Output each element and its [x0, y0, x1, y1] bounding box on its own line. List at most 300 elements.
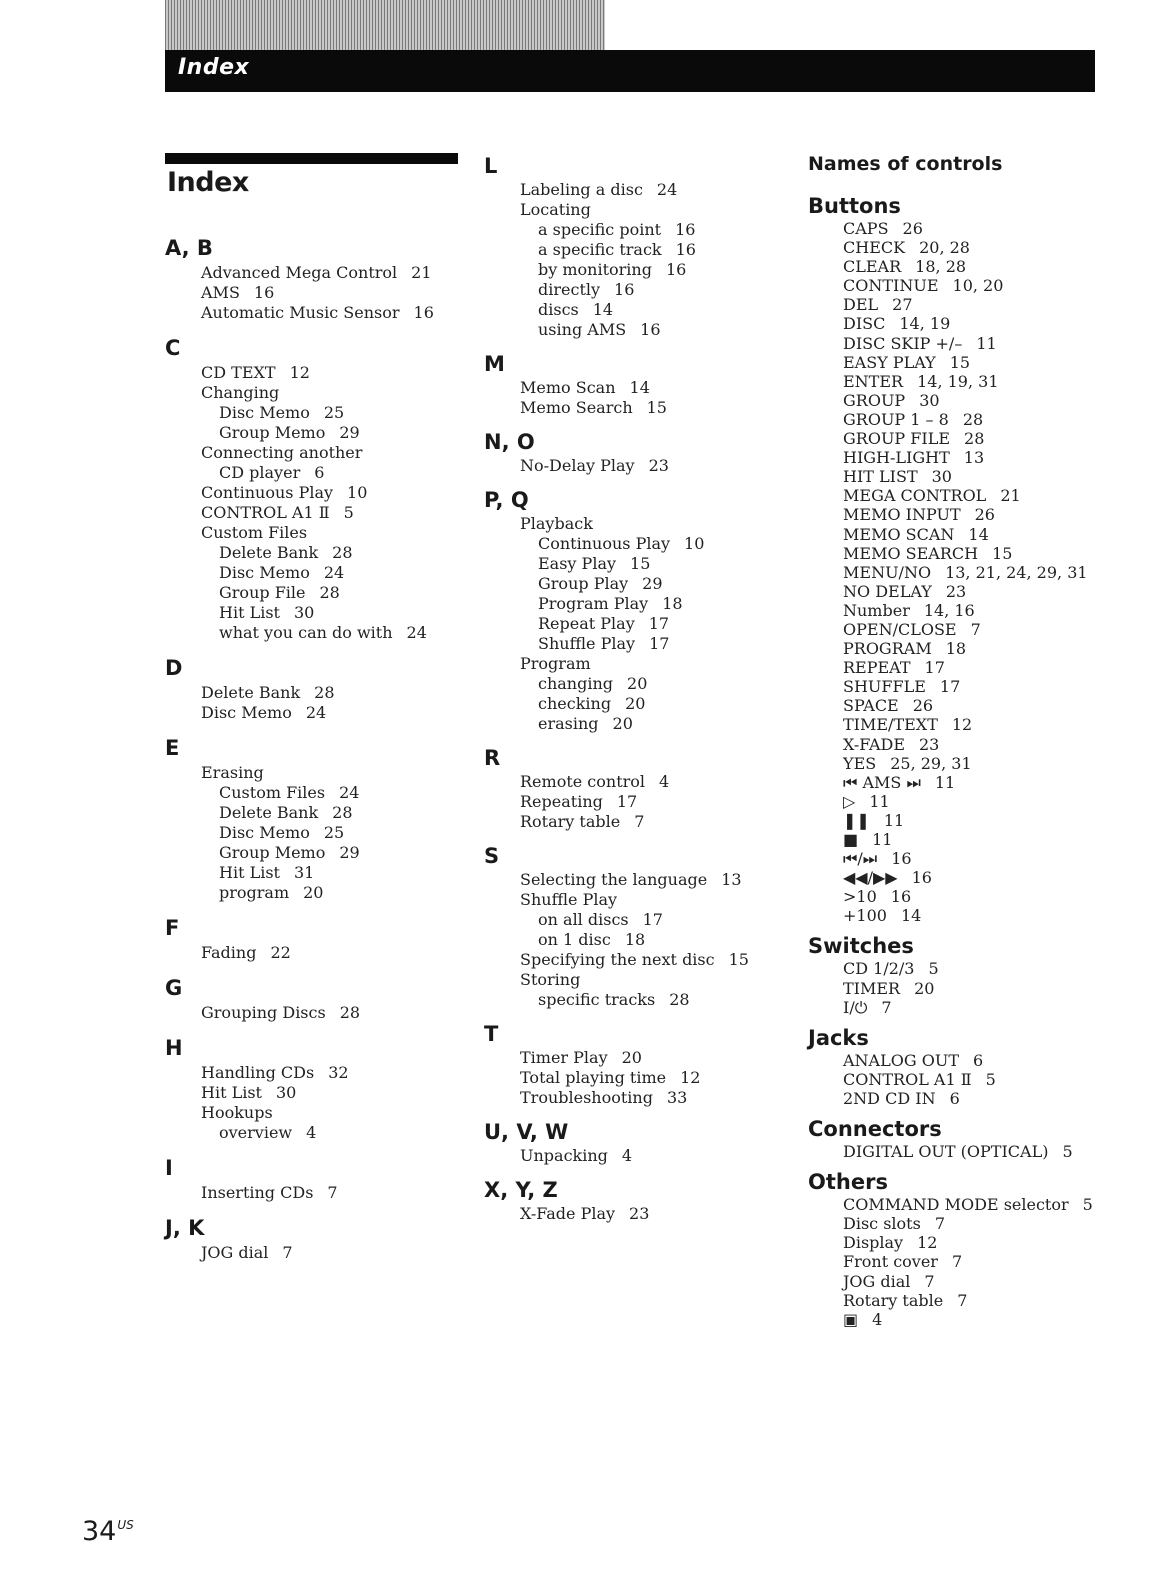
entry-page-ref: 26 — [974, 505, 995, 525]
entry-term: EASY PLAY — [843, 352, 936, 372]
index-entry-list — [808, 1195, 1138, 1329]
entry-page-ref: 21 — [411, 263, 432, 282]
entry-term: OPEN/CLOSE — [843, 619, 957, 639]
entry-page-ref: 16 — [253, 283, 275, 302]
page-title: Index — [167, 167, 249, 198]
index-entry — [520, 694, 784, 714]
section-heading: D — [165, 656, 183, 680]
index-entry — [843, 391, 1138, 410]
index-entry — [520, 970, 784, 990]
entry-page-ref: 14, 19 — [899, 314, 951, 334]
entry-page-ref: 11 — [883, 810, 905, 830]
index-entry — [201, 1183, 460, 1203]
entry-page-ref: 16 — [891, 849, 912, 869]
entry-page-ref: 24 — [339, 783, 360, 802]
entry-page-ref: 18 — [945, 639, 967, 659]
index-entry — [843, 887, 1138, 906]
entry-term: SPACE — [843, 696, 899, 716]
index-entry — [201, 1003, 460, 1023]
index-entry-list — [808, 959, 1138, 1016]
index-entry — [843, 486, 1138, 505]
entry-term: ⏮/⏭ — [843, 849, 878, 869]
section-heading: E — [165, 736, 180, 760]
entry-page-ref: 26 — [902, 219, 923, 238]
entry-page-ref: 20 — [303, 883, 324, 902]
entry-term: ❚❚ — [843, 810, 870, 830]
entry-term: Rotary table — [843, 1290, 944, 1310]
section-heading: T — [484, 1022, 499, 1046]
entry-term: Hit List — [219, 603, 280, 622]
entry-page-ref: 28 — [332, 543, 353, 562]
header-pattern-tab — [165, 0, 605, 52]
index-entry — [201, 423, 460, 443]
entry-page-ref: 6 — [314, 463, 325, 482]
index-entry — [520, 1146, 784, 1166]
entry-term: DISC — [843, 314, 886, 334]
index-entry — [843, 295, 1138, 314]
entry-term: Unpacking — [520, 1146, 608, 1165]
index-entry — [201, 363, 460, 383]
entry-term: CD player — [219, 463, 301, 482]
index-entry — [520, 574, 784, 594]
entry-page-ref: 20, 28 — [919, 238, 970, 258]
section-heading: C — [165, 336, 181, 360]
entry-term: CD TEXT — [201, 363, 276, 382]
section-heading: L — [484, 154, 498, 178]
index-entry — [843, 1291, 1138, 1310]
index-entry — [201, 703, 460, 723]
entry-page-ref: 15 — [630, 554, 651, 573]
section-heading: I — [165, 1156, 173, 1180]
entry-page-ref: 17 — [642, 910, 663, 929]
index-entry — [520, 950, 784, 970]
entry-term: MEGA CONTROL — [843, 486, 987, 506]
entry-term: Custom Files — [219, 783, 326, 802]
entry-term: on 1 disc — [538, 930, 611, 949]
index-entry — [843, 448, 1138, 467]
index-entry — [843, 998, 1138, 1017]
index-entry — [843, 868, 1138, 887]
entry-page-ref: 10 — [347, 483, 368, 502]
entry-page-ref: 15 — [949, 352, 971, 372]
entry-page-ref: 17 — [939, 677, 961, 697]
entry-page-ref: 4 — [621, 1146, 633, 1165]
entry-term: Connecting another — [201, 443, 363, 462]
entry-term: Number — [843, 600, 910, 620]
entry-term: checking — [538, 694, 612, 713]
entry-term: Repeating — [520, 792, 603, 811]
entry-page-ref: 17 — [649, 634, 670, 653]
index-entry-list — [165, 763, 460, 903]
index-entry — [843, 563, 1138, 582]
entry-page-ref: 7 — [924, 1271, 935, 1291]
index-entry — [201, 463, 460, 483]
names-of-controls-column — [808, 150, 1138, 1329]
entry-page-ref: 16 — [675, 220, 696, 239]
entry-page-ref: 16 — [413, 303, 434, 322]
entry-term: Hit List — [219, 863, 280, 882]
index-column-2 — [484, 150, 784, 1224]
section-heading: R — [484, 746, 501, 770]
entry-term: No-Delay Play — [520, 456, 635, 475]
index-entry — [520, 1204, 784, 1224]
index-entry — [520, 320, 784, 340]
entry-page-ref: 14, 19, 31 — [917, 371, 999, 391]
index-entry — [843, 735, 1138, 754]
entry-term: Total playing time — [520, 1068, 667, 1087]
entry-term: Repeat Play — [538, 614, 635, 633]
index-entry-list — [484, 1048, 784, 1108]
index-entry-list — [165, 1063, 460, 1143]
entry-page-ref: 17 — [648, 614, 670, 633]
entry-page-ref: 25, 29, 31 — [890, 753, 972, 773]
entry-page-ref: 5 — [985, 1069, 996, 1089]
index-entry — [843, 906, 1138, 925]
entry-page-ref: 10 — [684, 534, 705, 553]
entry-term: ⏮ AMS ⏭ — [843, 772, 921, 792]
entry-page-ref: 7 — [881, 997, 892, 1017]
entry-term: CHECK — [843, 238, 906, 258]
entry-term: TIME/TEXT — [843, 715, 938, 735]
index-entry-list — [165, 1243, 460, 1263]
entry-term: Rotary table — [520, 812, 621, 831]
entry-page-ref: 16 — [665, 260, 687, 279]
index-entry — [843, 1214, 1138, 1233]
column-3-sections — [808, 194, 1138, 1329]
index-entry — [201, 443, 460, 463]
entry-term: +100 — [843, 906, 887, 926]
index-entry — [520, 300, 784, 320]
page-number-value: 34 — [82, 1516, 117, 1547]
index-entry — [843, 525, 1138, 544]
index-entry — [201, 803, 460, 823]
index-entry — [843, 505, 1138, 524]
entry-page-ref: 20 — [625, 694, 646, 713]
index-entry — [843, 257, 1138, 276]
index-entry — [843, 429, 1138, 448]
entry-term: Hit List — [201, 1083, 262, 1102]
index-entry — [843, 544, 1138, 563]
entry-page-ref: 7 — [957, 1290, 968, 1310]
entry-term: GROUP FILE — [843, 429, 951, 449]
entry-term: REPEAT — [843, 658, 911, 678]
index-entry — [843, 1051, 1138, 1070]
entry-term: Continuous Play — [538, 534, 671, 553]
index-entry — [520, 890, 784, 910]
index-entry — [520, 456, 784, 476]
entry-term: Custom Files — [201, 523, 308, 542]
index-entry — [201, 843, 460, 863]
entry-page-ref: 11 — [934, 772, 956, 792]
index-entry — [520, 674, 784, 694]
entry-term: ▷ — [843, 791, 856, 811]
entry-term: erasing — [538, 714, 599, 733]
entry-page-ref: 24 — [406, 623, 427, 642]
entry-page-ref: 30 — [919, 390, 940, 410]
entry-page-ref: 16 — [675, 240, 696, 259]
entry-term: TIMER — [843, 978, 901, 998]
index-entry-list — [484, 870, 784, 1010]
entry-page-ref: 16 — [614, 280, 635, 299]
entry-term: DIGITAL OUT (OPTICAL) — [843, 1142, 1049, 1162]
entry-term: DISC SKIP +/– — [843, 333, 963, 353]
index-entry — [843, 1070, 1138, 1089]
section-heading: M — [484, 352, 505, 376]
entry-term: Delete Bank — [219, 803, 319, 822]
column-1-sections — [165, 236, 460, 1263]
entry-term: CLEAR — [843, 257, 902, 277]
index-entry-list — [484, 378, 784, 418]
entry-term: Group Memo — [219, 843, 326, 862]
index-entry — [201, 523, 460, 543]
entry-page-ref: 11 — [872, 830, 893, 849]
index-entry — [201, 863, 460, 883]
entry-page-ref: 28 — [962, 409, 984, 429]
entry-page-ref: 30 — [931, 467, 952, 487]
entry-term: Erasing — [201, 763, 264, 782]
entry-page-ref: 32 — [328, 1063, 349, 1082]
index-entry — [201, 283, 460, 303]
entry-page-ref: 22 — [270, 943, 291, 962]
entry-term: Playback — [520, 514, 593, 533]
index-entry — [201, 883, 460, 903]
entry-page-ref: 16 — [911, 868, 932, 888]
entry-page-ref: 7 — [634, 812, 645, 831]
index-entry — [843, 792, 1138, 811]
entry-term: program — [219, 883, 290, 902]
index-entry — [843, 410, 1138, 429]
entry-page-ref: 10, 20 — [952, 276, 1004, 296]
entry-page-ref: 5 — [1082, 1195, 1093, 1215]
index-entry-list — [808, 219, 1138, 925]
column-2-sections — [484, 154, 784, 1224]
entry-term: Remote control — [520, 772, 646, 791]
entry-page-ref: 17 — [924, 658, 945, 678]
entry-term: X-FADE — [843, 734, 905, 754]
index-entry-list — [484, 514, 784, 734]
index-entry — [843, 314, 1138, 333]
index-entry — [520, 792, 784, 812]
index-entry — [520, 398, 784, 418]
entry-term: MENU/NO — [843, 562, 932, 582]
entry-term: >10 — [843, 887, 877, 907]
header-title: Index — [178, 55, 250, 80]
entry-term: Front cover — [843, 1252, 938, 1272]
entry-page-ref: 13 — [963, 448, 985, 468]
entry-page-ref: 14, 16 — [923, 600, 975, 620]
entry-page-ref: 7 — [970, 619, 981, 639]
entry-page-ref: 4 — [306, 1123, 317, 1142]
entry-page-ref: 14 — [900, 906, 922, 926]
entry-page-ref: 17 — [616, 792, 638, 811]
entry-page-ref: 28 — [339, 1003, 361, 1022]
section-heading: Buttons — [808, 194, 901, 218]
index-entry — [520, 634, 784, 654]
index-entry-list — [165, 263, 460, 323]
section-heading: J, K — [165, 1216, 205, 1240]
entry-page-ref: 28 — [964, 429, 985, 449]
index-entry-list — [484, 1146, 784, 1166]
entry-page-ref: 14 — [629, 378, 650, 397]
entry-term: Disc Memo — [219, 823, 310, 842]
entry-page-ref: 7 — [282, 1243, 293, 1262]
entry-page-ref: 12 — [951, 715, 973, 735]
entry-term: SHUFFLE — [843, 677, 926, 697]
index-entry-list — [165, 943, 460, 963]
entry-term: by monitoring — [538, 260, 652, 279]
entry-term: DEL — [843, 295, 879, 315]
index-entry — [843, 1272, 1138, 1291]
entry-term: CONTROL A1 Ⅱ — [201, 503, 330, 522]
entry-page-ref: 5 — [343, 503, 354, 522]
index-entry — [843, 830, 1138, 849]
index-entry — [843, 979, 1138, 998]
entry-term: ▣ — [843, 1309, 859, 1329]
entry-term: Changing — [201, 383, 280, 402]
index-entry — [843, 601, 1138, 620]
entry-term: directly — [538, 280, 601, 299]
entry-page-ref: 16 — [890, 887, 912, 907]
section-heading: A, B — [165, 236, 213, 260]
index-entry-list — [484, 1204, 784, 1224]
index-entry — [843, 1310, 1138, 1329]
entry-term: CONTROL A1 Ⅱ — [843, 1069, 972, 1089]
entry-term: ENTER — [843, 371, 904, 391]
section-heading: F — [165, 916, 180, 940]
entry-term: Disc Memo — [201, 703, 292, 722]
entry-page-ref: 29 — [339, 423, 360, 442]
index-entry — [520, 554, 784, 574]
entry-term: Program Play — [538, 594, 649, 613]
entry-page-ref: 18 — [624, 930, 646, 949]
index-entry — [520, 260, 784, 280]
index-entry — [201, 563, 460, 583]
entry-page-ref: 5 — [1062, 1142, 1073, 1162]
entry-term: Easy Play — [538, 554, 617, 573]
index-entry — [843, 773, 1138, 792]
entry-term: a specific point — [538, 220, 662, 239]
entry-term: JOG dial — [201, 1243, 269, 1262]
index-entry — [520, 378, 784, 398]
entry-page-ref: 13, 21, 24, 29, 31 — [945, 562, 1088, 582]
entry-page-ref: 15 — [728, 950, 749, 969]
entry-page-ref: 7 — [934, 1214, 945, 1234]
index-entry — [843, 1233, 1138, 1252]
entry-term: Shuffle Play — [538, 634, 636, 653]
index-entry — [843, 219, 1138, 238]
index-entry — [843, 467, 1138, 486]
names-of-controls-title: Names of controls — [808, 153, 1003, 175]
index-entry — [201, 1103, 460, 1123]
index-entry — [201, 683, 460, 703]
entry-term: Storing — [520, 970, 581, 989]
index-entry — [843, 696, 1138, 715]
entry-term: specific tracks — [538, 990, 656, 1009]
index-entry — [520, 280, 784, 300]
index-entry — [843, 334, 1138, 353]
entry-term: Delete Bank — [219, 543, 319, 562]
entry-page-ref: 15 — [646, 398, 667, 417]
entry-page-ref: 11 — [976, 333, 997, 353]
index-entry — [843, 372, 1138, 391]
entry-term: Disc Memo — [219, 403, 310, 422]
entry-page-ref: 29 — [339, 843, 360, 862]
index-entry — [520, 200, 784, 220]
entry-page-ref: 21 — [1000, 486, 1021, 506]
entry-term: CD 1/2/3 — [843, 959, 915, 979]
index-entry — [843, 1089, 1138, 1108]
index-entry — [520, 614, 784, 634]
index-entry — [201, 483, 460, 503]
section-heading: X, Y, Z — [484, 1178, 558, 1202]
entry-page-ref: 12 — [289, 363, 310, 382]
index-entry — [201, 503, 460, 523]
index-entry — [520, 220, 784, 240]
index-entry-list — [165, 1183, 460, 1203]
entry-page-ref: 12 — [917, 1233, 938, 1253]
entry-term: Disc Memo — [219, 563, 310, 582]
index-entry — [843, 620, 1138, 639]
entry-term: Selecting the language — [520, 870, 708, 889]
index-entry-list — [165, 1003, 460, 1023]
entry-term: Troubleshooting — [520, 1088, 653, 1107]
index-entry — [843, 959, 1138, 978]
index-entry — [843, 353, 1138, 372]
entry-page-ref: 28 — [669, 990, 690, 1009]
index-entry — [520, 240, 784, 260]
index-entry-list — [484, 456, 784, 476]
entry-page-ref: 24 — [656, 180, 678, 199]
entry-term: COMMAND MODE selector — [843, 1195, 1069, 1215]
entry-page-ref: 18, 28 — [915, 257, 967, 277]
entry-term: AMS — [201, 283, 240, 302]
entry-term: PROGRAM — [843, 639, 932, 659]
entry-term: CAPS — [843, 219, 889, 238]
entry-term: Display — [843, 1233, 904, 1253]
entry-term: Advanced Mega Control — [201, 263, 398, 282]
page-number — [82, 1516, 134, 1547]
entry-page-ref: 20 — [612, 714, 633, 733]
entry-term: Group File — [219, 583, 306, 602]
index-entry — [201, 1243, 460, 1263]
index-entry — [520, 654, 784, 674]
index-entry — [201, 263, 460, 283]
entry-term: MEMO SEARCH — [843, 543, 979, 563]
section-heading: P, Q — [484, 488, 529, 512]
entry-term: Fading — [201, 943, 257, 962]
entry-term: Memo Search — [520, 398, 633, 417]
section-heading: G — [165, 976, 183, 1000]
entry-page-ref: 30 — [275, 1083, 297, 1102]
index-entry — [201, 383, 460, 403]
entry-page-ref: 23 — [919, 734, 940, 754]
index-entry — [520, 990, 784, 1010]
entry-page-ref: 14 — [968, 524, 989, 544]
entry-term: ◀◀/▶▶ — [843, 868, 898, 888]
section-heading: Switches — [808, 934, 914, 959]
index-entry — [201, 783, 460, 803]
entry-page-ref: 14 — [592, 300, 614, 319]
entry-term: Program — [520, 654, 591, 673]
entry-page-ref: 23 — [629, 1204, 650, 1223]
entry-page-ref: 29 — [642, 574, 663, 593]
index-entry — [843, 238, 1138, 257]
index-entry — [201, 1083, 460, 1103]
entry-term: what you can do with — [219, 623, 393, 642]
entry-page-ref: 11 — [869, 791, 890, 811]
index-entry — [843, 658, 1138, 677]
index-entry — [843, 582, 1138, 601]
